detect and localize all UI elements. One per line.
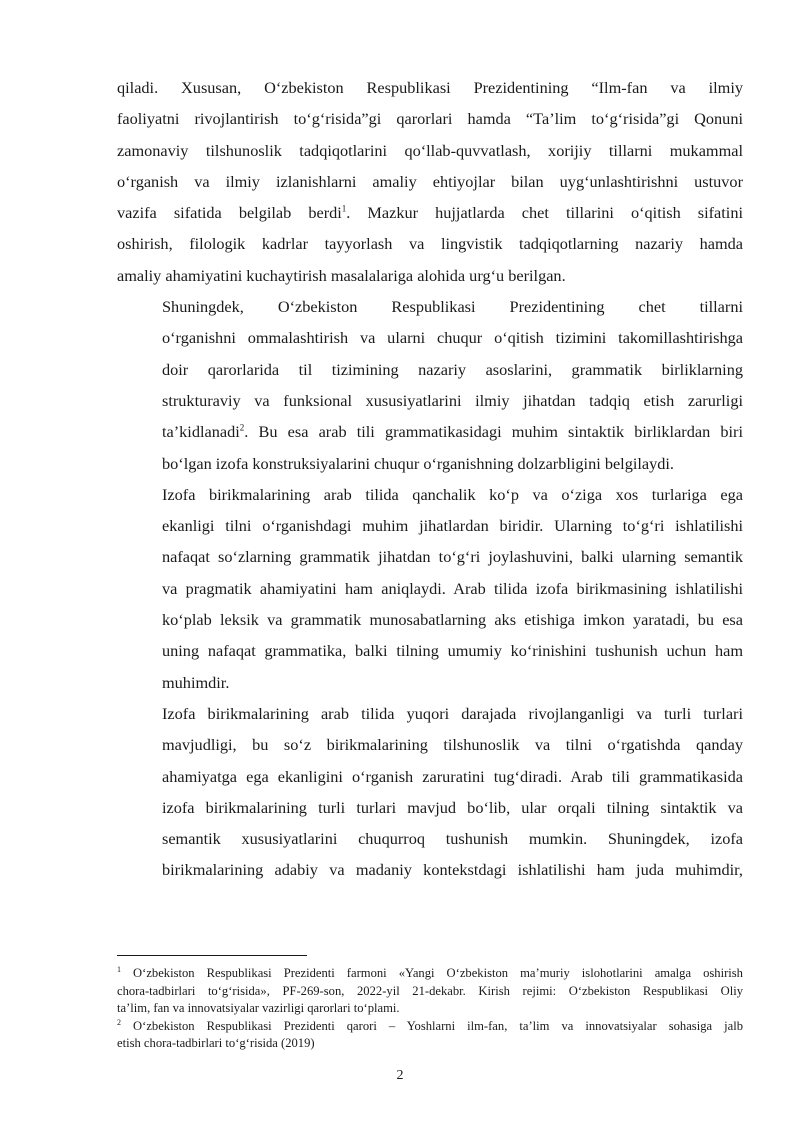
text-fragment: . Mazkur hujjatlarda chet tillarini o‘qitish sifatini [346, 203, 743, 223]
text-line: bo‘lgan izofa konstruksiyalarini chuqur o‘rganishning dolzarbligini belgilaydi. [162, 453, 674, 473]
footnote-text: ta’lim, fan va innovatsiyalar vazirligi qarorlari to‘plami. [117, 1001, 400, 1015]
text-line: izofa birikmalarining turli turlari mavjud bo‘lib, ular orqali tilning sintaktik va [162, 797, 743, 817]
paragraph [117, 479, 743, 698]
text-line: Shuningdek, O‘zbekiston Respublikasi Prezidentining chet tillarni [162, 297, 743, 317]
text-line: mavjudligi, bu so‘z birikmalarining tilshunoslik va tilni o‘rgatishda qanday [162, 735, 743, 755]
text-line: oshirish, filologik kadrlar tayyorlash va lingvistik tadqiqotlarning nazariy hamda [117, 234, 743, 254]
text-line: o‘rganish va ilmiy izlanishlarni amaliy ehtiyojlar bilan uyg‘unlashtirishni ustuvor [117, 171, 743, 191]
paragraph [117, 698, 743, 886]
text-line: nafaqat so‘zlarning grammatik jihatdan to‘g‘ri joylashuvini, balki ularning semantik [162, 547, 743, 567]
text-line: doir qarorlarida til tizimining nazariy asoslarini, grammatik birliklarning [162, 359, 743, 379]
text-line: faoliyatni rivojlantirish to‘g‘risida”gi qarorlari hamda “Ta’lim to‘g‘risida”gi Qonuni [117, 109, 743, 129]
text-line: va pragmatik ahamiyatini ham aniqlaydi. Arab tilida izofa birikmasining ishlatilishi [162, 578, 743, 598]
footnote-reference[interactable]: 2 [239, 422, 245, 433]
text-fragment: . Bu esa arab tili grammatikasidagi muhim sintaktik birliklardan biri [244, 422, 743, 442]
text-line: semantik xususiyatlarini chuqurroq tushunish mumkin. Shuningdek, izofa [162, 829, 743, 849]
paragraph [117, 72, 743, 291]
text-line: zamonaviy tilshunoslik tadqiqotlarini qo‘llab-quvvatlash, xorijiy tillarni mukammal [117, 140, 743, 160]
text-line [117, 416, 743, 447]
text-line: Izofa birikmalarining arab tilida qanchalik ko‘p va o‘ziga xos turlariga ega [162, 484, 743, 504]
footnote-line [117, 1000, 743, 1018]
text-line: ahamiyatga ega ekanligini o‘rganish zaruratini tug‘diradi. Arab tili grammatikasida [162, 766, 743, 786]
paragraph [117, 291, 743, 479]
footnote-marker: 1 [117, 964, 121, 974]
text-fragment: vazifa sifatida belgilab berdi [117, 203, 342, 223]
page-body [117, 72, 743, 886]
footnote-line [117, 1035, 743, 1053]
footnote-text: O‘zbekiston Respublikasi Prezidenti farmoni «Yangi O‘zbekiston ma’muriy islohotlarini amalga oshirish [133, 966, 743, 980]
text-line: muhimdir. [162, 672, 230, 692]
footnote-line [117, 965, 743, 983]
footnote-marker: 2 [117, 1017, 121, 1027]
footnote-line [117, 983, 743, 1001]
text-line: o‘rganishni ommalashtirish va ularni chuqur o‘qitish tizimini takomillashtirishga [162, 328, 743, 348]
footnote-separator [117, 955, 307, 956]
text-line: birikmalarining adabiy va madaniy kontekstdagi ishlatilishi ham juda muhimdir, [162, 860, 743, 880]
footnote-text: O‘zbekiston Respublikasi Prezidenti qarori – Yoshlarni ilm-fan, ta’lim va innovatsiyalar sohasiga jalb [133, 1018, 743, 1033]
text-fragment: ta’kidlanadi [162, 422, 240, 442]
footnote [117, 1018, 743, 1053]
footnote-reference[interactable]: 1 [341, 203, 347, 214]
text-line: strukturaviy va funksional xususiyatlarini ilmiy jihatdan tadqiq etish zarurligi [162, 390, 743, 410]
page-number: 2 [396, 1068, 404, 1083]
text-line: qiladi. Xususan, O‘zbekiston Respublikasi Prezidentining “Ilm-fan va ilmiy [117, 78, 743, 97]
footnote-text: chora-tadbirlari to‘g‘risida», PF-269-son, 2022-yil 21-dekabr. Kirish rejimi: O‘zbekiston Respublikasi Oliy [117, 983, 743, 998]
text-line: uning nafaqat grammatika, balki tilning umumiy ko‘rinishini tushunish uchun ham [162, 641, 743, 661]
footnote-line [117, 1018, 743, 1036]
text-line: Izofa birikmalarining arab tilida yuqori darajada rivojlanganligi va turli turlari [162, 703, 743, 723]
text-line: ko‘plab leksik va grammatik munosabatlarning aks etishiga imkon yaratadi, bu esa [162, 610, 743, 630]
footnotes [117, 965, 743, 1053]
footnote-text: etish chora-tadbirlari to‘g‘risida (2019) [117, 1036, 315, 1050]
footnote [117, 965, 743, 1018]
text-line [117, 197, 743, 228]
text-line: ekanligi tilni o‘rganishdagi muhim jihatlardan biridir. Ularning to‘g‘ri ishlatilishi [162, 516, 743, 536]
text-line: amaliy ahamiyatini kuchaytirish masalalariga alohida urg‘u berilgan. [117, 265, 566, 285]
